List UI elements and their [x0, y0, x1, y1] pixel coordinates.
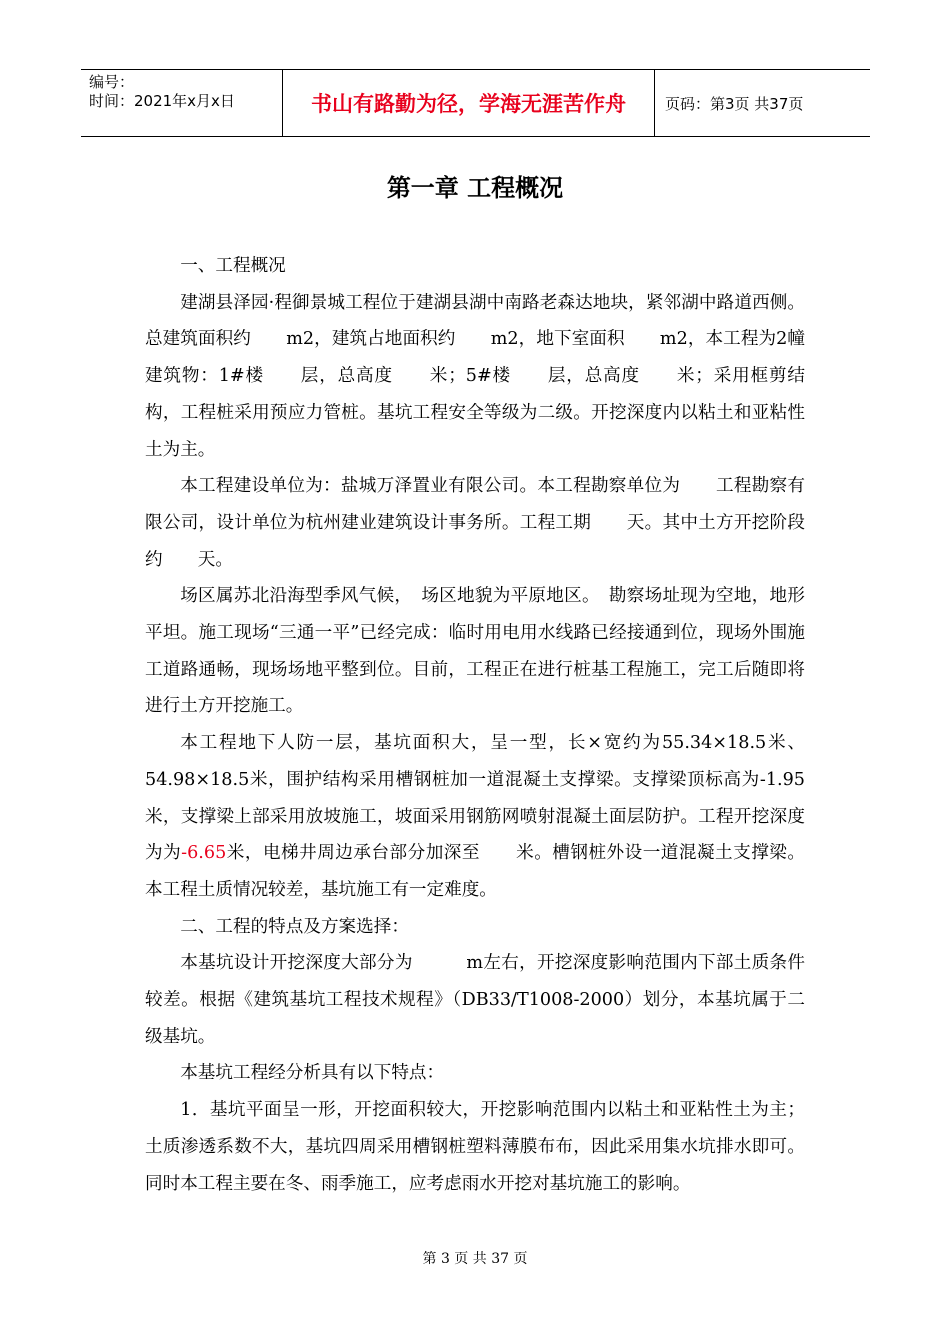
list-item: 1．基坑平面呈一形，开挖面积较大，开挖影响范围内以粘土和亚粘性土为主；土质渗透系数不大，基坑四周采用槽钢桩塑料薄膜布布，因此采用集水坑排水即可。同时本工程主要在冬、雨季施工，应考虑雨水开挖对基坑施工的影响。 — [145, 1100, 805, 1194]
header-meta-cell — [81, 70, 282, 136]
paragraph-text: 本工程地下人防一层，基坑面积大，呈一型，长×宽约为55.34×18.5米、54.98×18.5米，围护结构采用槽钢桩加一道混凝土支撑梁。支撑梁顶标高为-1.95米，支撑梁上部采用放坡施工，坡面采用钢筋网喷射混凝土面层防护。工程开挖深度为为 — [145, 733, 805, 864]
section-heading-2: 二、工程的特点及方案选择： — [180, 916, 409, 937]
paragraph: 建湖县泽园·程御景城工程位于建湖县湖中南路老森达地块，紧邻湖中路道西侧。总建筑面积约 m2，建筑占地面积约 m2，地下室面积 m2，本工程为2幢建筑物：1#楼 层，总高度 米；5#楼 层，总高度 米；采用框剪结构，工程桩采用预应力管桩。基坑工程安全等级为二级。开挖深度内以粘土和亚粘性土为主。 — [145, 292, 805, 460]
number-label: 编号： — [89, 73, 135, 91]
paragraph-text: 米，电梯井周边承台部分加深至 米。槽钢桩外设一道混凝土支撑梁。本工程土质情况较差，基坑施工有一定难度。 — [145, 843, 805, 900]
paragraph: 本工程建设单位为：盐城万泽置业有限公司。本工程勘察单位为 工程勘察有限公司，设计单位为杭州建业建筑设计事务所。工程工期 天。其中土方开挖阶段约 天。 — [145, 476, 805, 570]
header-page-info: 页码：第3页 共37页 — [665, 94, 804, 113]
paragraph: 场区属苏北沿海型季风气候， 场区地貌为平原地区。 勘察场址现为空地，地形平坦。施工现场“三通一平”已经完成：临时用电用水线路已经接通到位，现场外围施工道路通畅，现场场地平整到位。目前，工程正在进行桩基工程施工，完工后随即将进行土方开挖施工。 — [145, 586, 805, 717]
header-motto: 书山有路勤为径，学海无涯苦作舟 — [282, 70, 655, 136]
paragraph: 本基坑设计开挖深度大部分为 m左右，开挖深度影响范围内下部土质条件较差。根据《建筑基坑工程技术规程》（DB33/T1008-2000）划分，本基坑属于二级基坑。 — [145, 953, 805, 1047]
paragraph-excavation — [145, 725, 805, 909]
chapter-title: 第一章 工程概况 — [386, 174, 564, 202]
paragraph: 本基坑工程经分析具有以下特点： — [180, 1063, 445, 1084]
document-body — [145, 248, 805, 1202]
time-label: 时间：2021年x月x日 — [89, 92, 235, 110]
section-heading-1: 一、工程概况 — [180, 256, 286, 276]
highlighted-depth: -6.65 — [181, 843, 227, 864]
page-footer: 第 3 页 共 37 页 — [422, 1251, 528, 1267]
document-header — [81, 69, 870, 137]
